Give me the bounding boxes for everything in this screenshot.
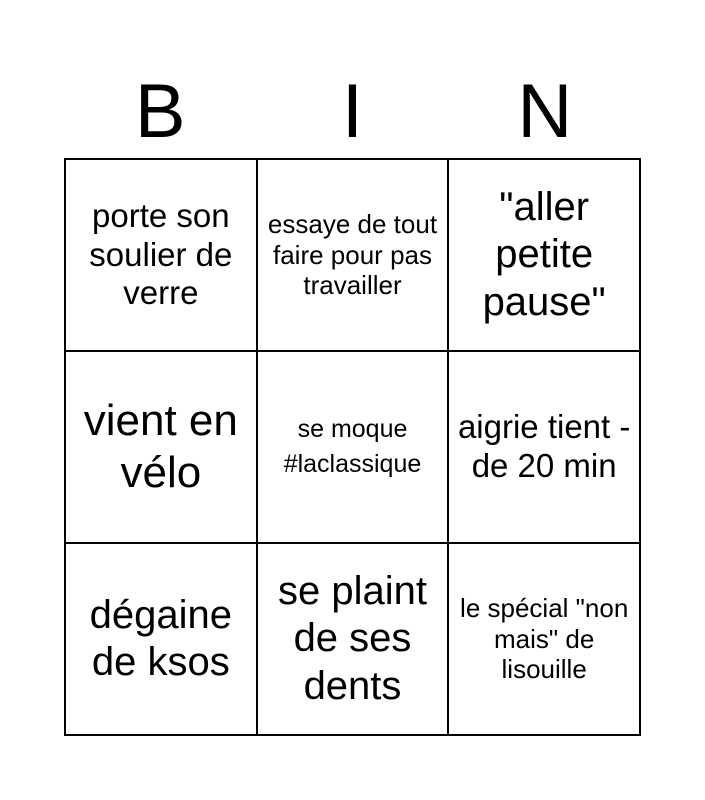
bingo-cell-text: se moque #laclassique <box>283 415 422 478</box>
bingo-cell-3[interactable] <box>449 160 641 352</box>
bingo-cell-text: essaye de tout faire pour pas travailler <box>267 208 438 301</box>
bingo-cell-text: le spécial "non mais" de lisouille <box>460 592 629 685</box>
bingo-cell-7[interactable] <box>66 544 258 736</box>
bingo-cell-9[interactable] <box>449 544 641 736</box>
bingo-board <box>64 158 641 736</box>
bingo-cell-5[interactable] <box>258 352 450 544</box>
bingo-cell-6[interactable] <box>449 352 641 544</box>
bingo-cell-text: aigrie tient - de 20 min <box>457 408 631 484</box>
bingo-cell-text: porte son soulier de verre <box>89 196 233 312</box>
bingo-cell-text: "aller petite pause" <box>482 185 606 324</box>
header-letter-i: I <box>341 69 364 154</box>
bingo-cell-text: dégaine de ksos <box>89 592 233 684</box>
header-letter-b: B <box>134 69 186 154</box>
bingo-cell-2[interactable] <box>258 160 450 352</box>
bingo-header <box>64 68 641 156</box>
header-letter-n: N <box>517 69 573 154</box>
bingo-cell-text: se plaint de ses dents <box>278 569 427 708</box>
bingo-cell-text: vient en vélo <box>83 396 238 497</box>
bingo-cell-4[interactable] <box>66 352 258 544</box>
bingo-cell-1[interactable] <box>66 160 258 352</box>
bingo-cell-8[interactable] <box>258 544 450 736</box>
